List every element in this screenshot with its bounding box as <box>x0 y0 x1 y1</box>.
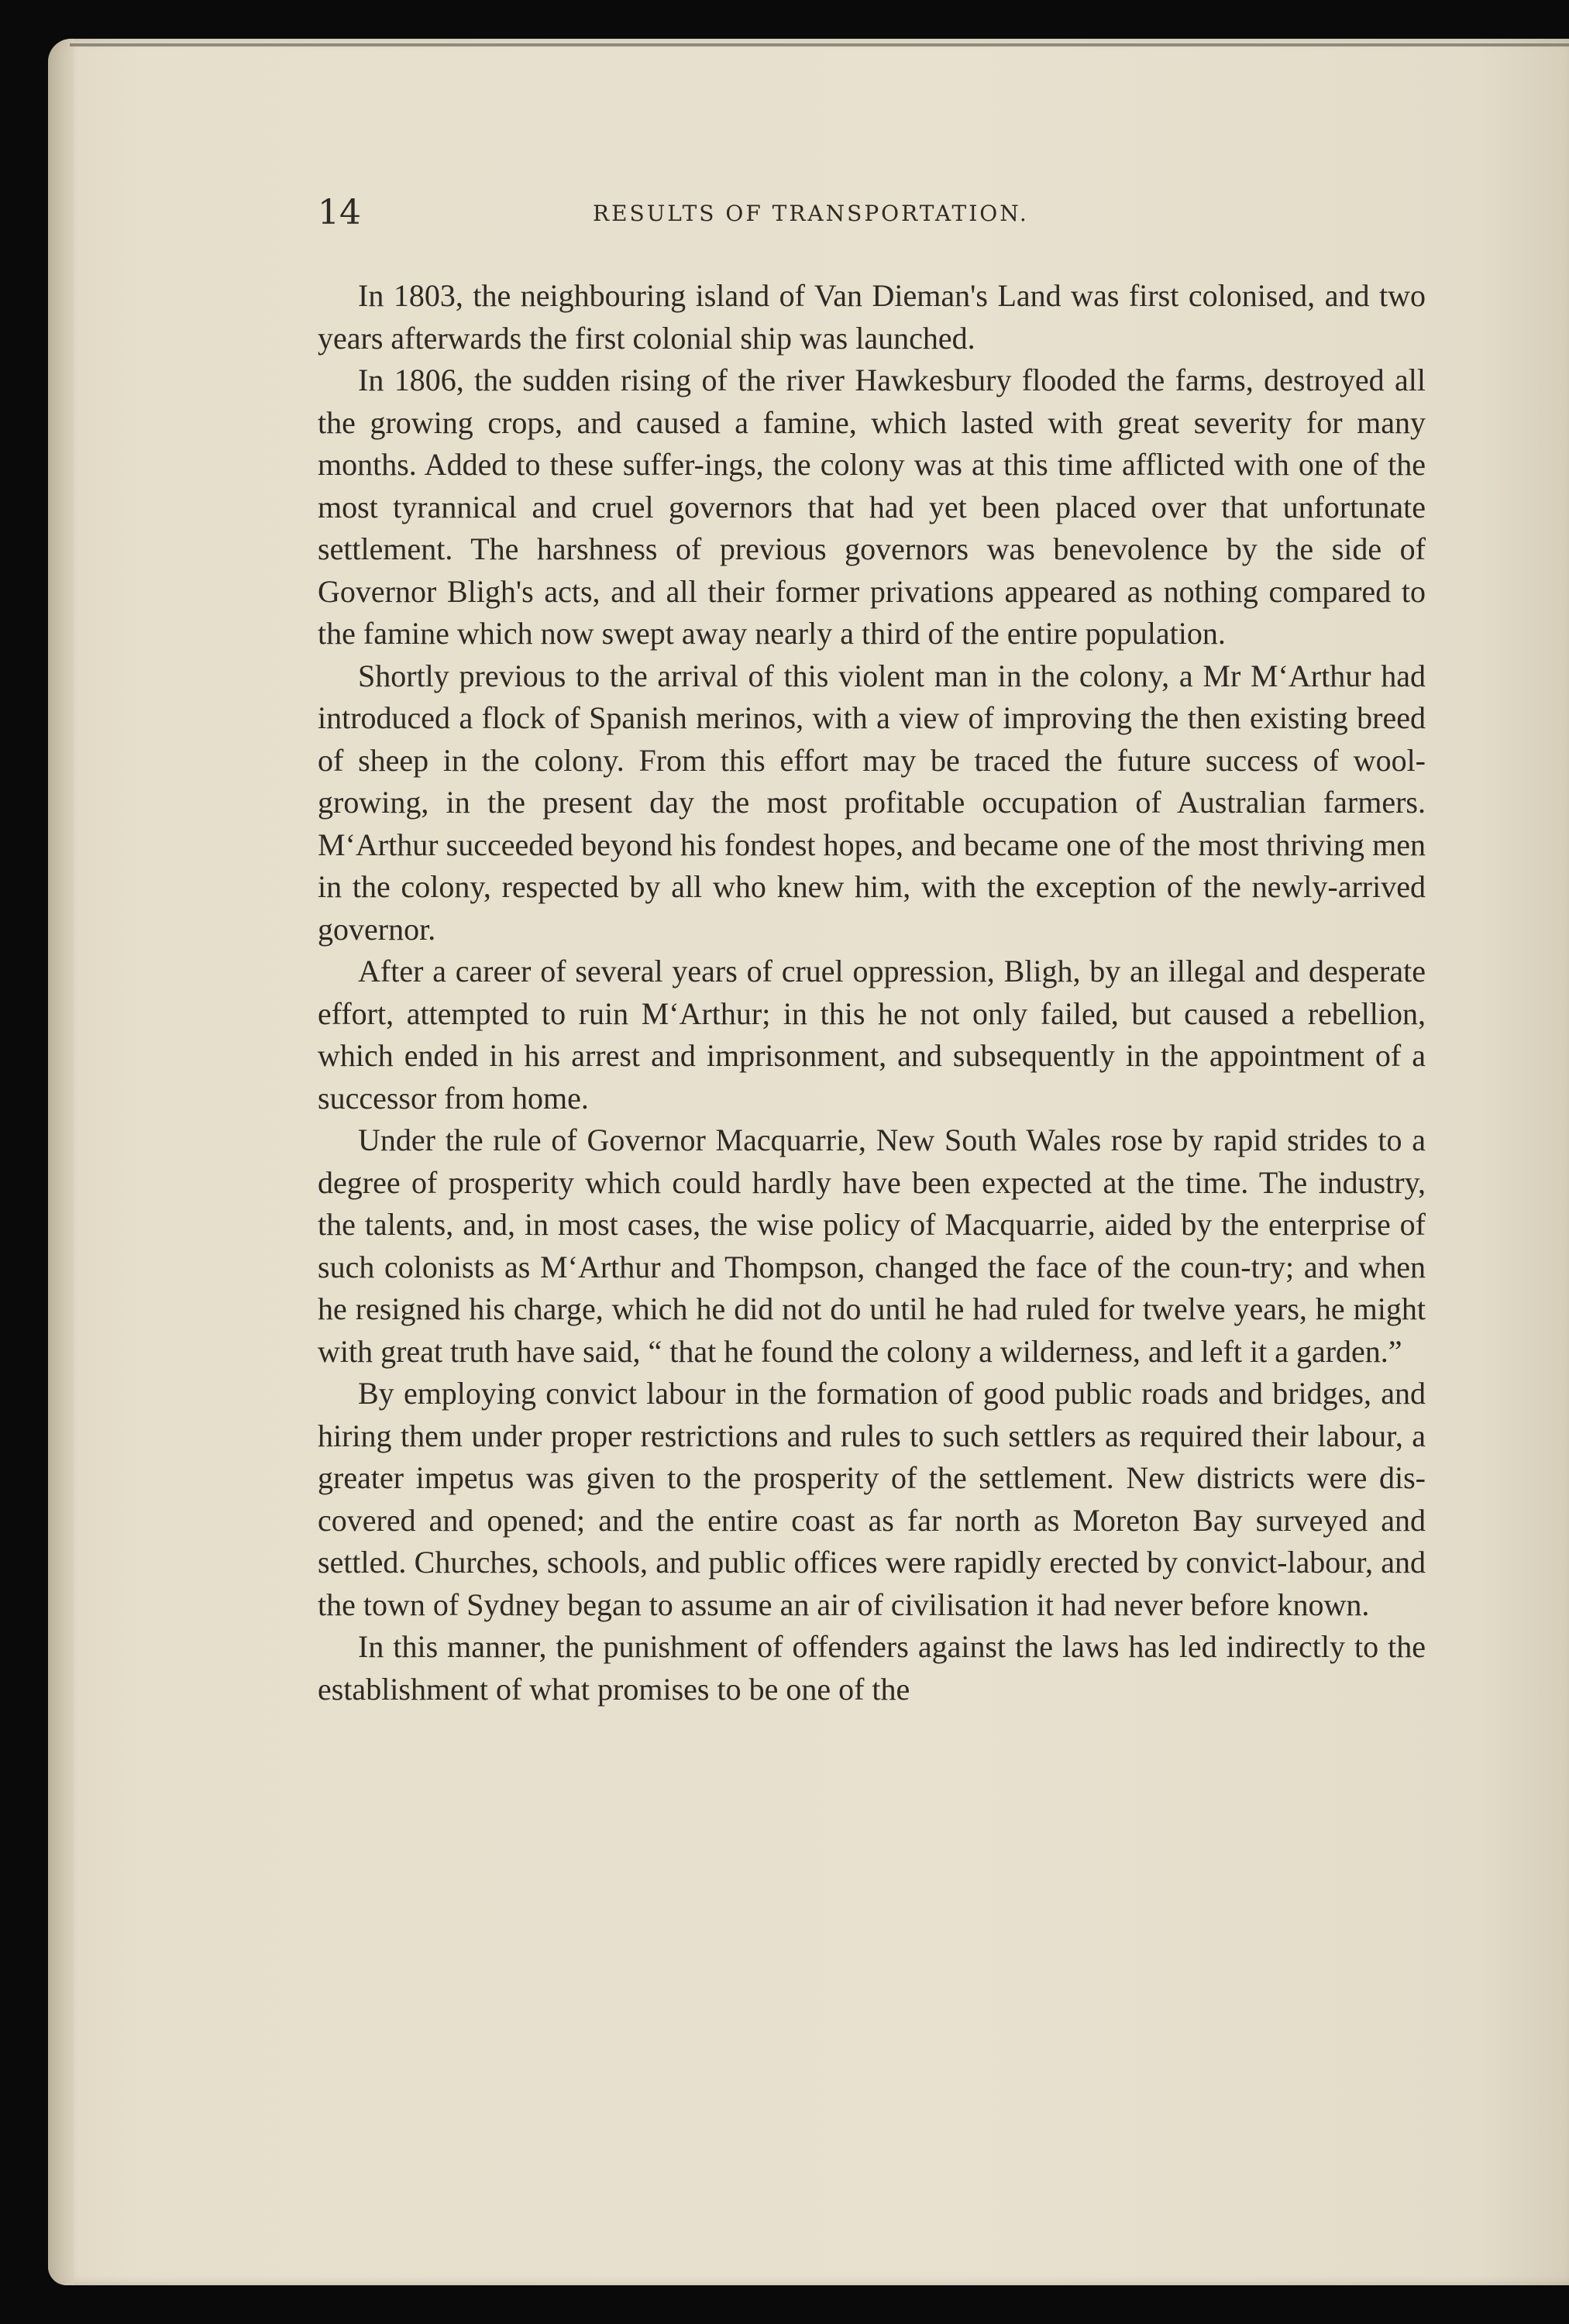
running-head: RESULTS OF TRANSPORTATION. <box>593 201 1029 226</box>
paragraph: In this manner, the punishment of offenders against the laws has led indirectly to the establishment of what promises to be one of the <box>318 1629 1426 1707</box>
paragraph: In 1806, the sudden rising of the river Hawkesbury flooded the farms, destroyed all the growing crops, and caused a famine, which lasted with great severity for many months. Added to these suffer-ings, the colony was at this time afflicted with one of the most tyrannical and cruel governors that had yet been placed over that unfortunate settlement. The harshness of previous governors was benevolence by the side of Governor Bligh's acts, and all their former privations appeared as nothing compared to the famine which now swept away nearly a third of the entire population. <box>318 363 1426 651</box>
paragraph: After a career of several years of cruel oppression, Bligh, by an illegal and desperate effort, attempted to ruin M‘Arthur; in this he not only failed, but caused a rebellion, which ended in his arrest and imprisonment, and subsequently in the appointment of a successor from home. <box>318 954 1426 1116</box>
page-header <box>318 190 1445 236</box>
paragraph: By employing convict labour in the formation of good public roads and bridges, and hiring them under proper restrictions and rules to such settlers as required their labour, a greater impetus was given to the prosperity of the settlement. New districts were dis-covered and opened; and the entire coast as far north as Moreton Bay surveyed and settled. Churches, schools, and public offices were rapidly erected by convict-labour, and the town of Sydney began to assume an air of civilisation it had never before known. <box>318 1376 1426 1622</box>
body-text <box>318 275 1426 1710</box>
paragraph: Under the rule of Governor Macquarrie, New South Wales rose by rapid strides to a degree of prosperity which could hardly have been expected at the time. The industry, the talents, and, in most cases, the wise policy of Macquarrie, aided by the enterprise of such colonists as M‘Arthur and Thompson, changed the face of the coun-try; and when he resigned his charge, which he did not do until he had ruled for twelve years, he might with great truth have said, “ that he found the colony a wilderness, and left it a garden.” <box>318 1122 1426 1369</box>
page-number: 14 <box>318 193 361 232</box>
page-top-edge <box>70 43 1569 46</box>
paragraph: Shortly previous to the arrival of this violent man in the colony, a Mr M‘Arthur had introduced a flock of Spanish merinos, with a view of improving the then existing breed of sheep in the colony. From this effort may be traced the future success of wool-growing, in the present day the most profitable occupation of Australian farmers. M‘Arthur succeeded beyond his fondest hopes, and became one of the most thriving men in the colony, respected by all who knew him, with the exception of the newly-arrived governor. <box>318 658 1426 947</box>
paragraph: In 1803, the neighbouring island of Van Dieman's Land was first colonised, and two years afterwards the first colonial ship was launched. <box>318 278 1426 356</box>
page-binding-edge <box>48 39 74 2285</box>
